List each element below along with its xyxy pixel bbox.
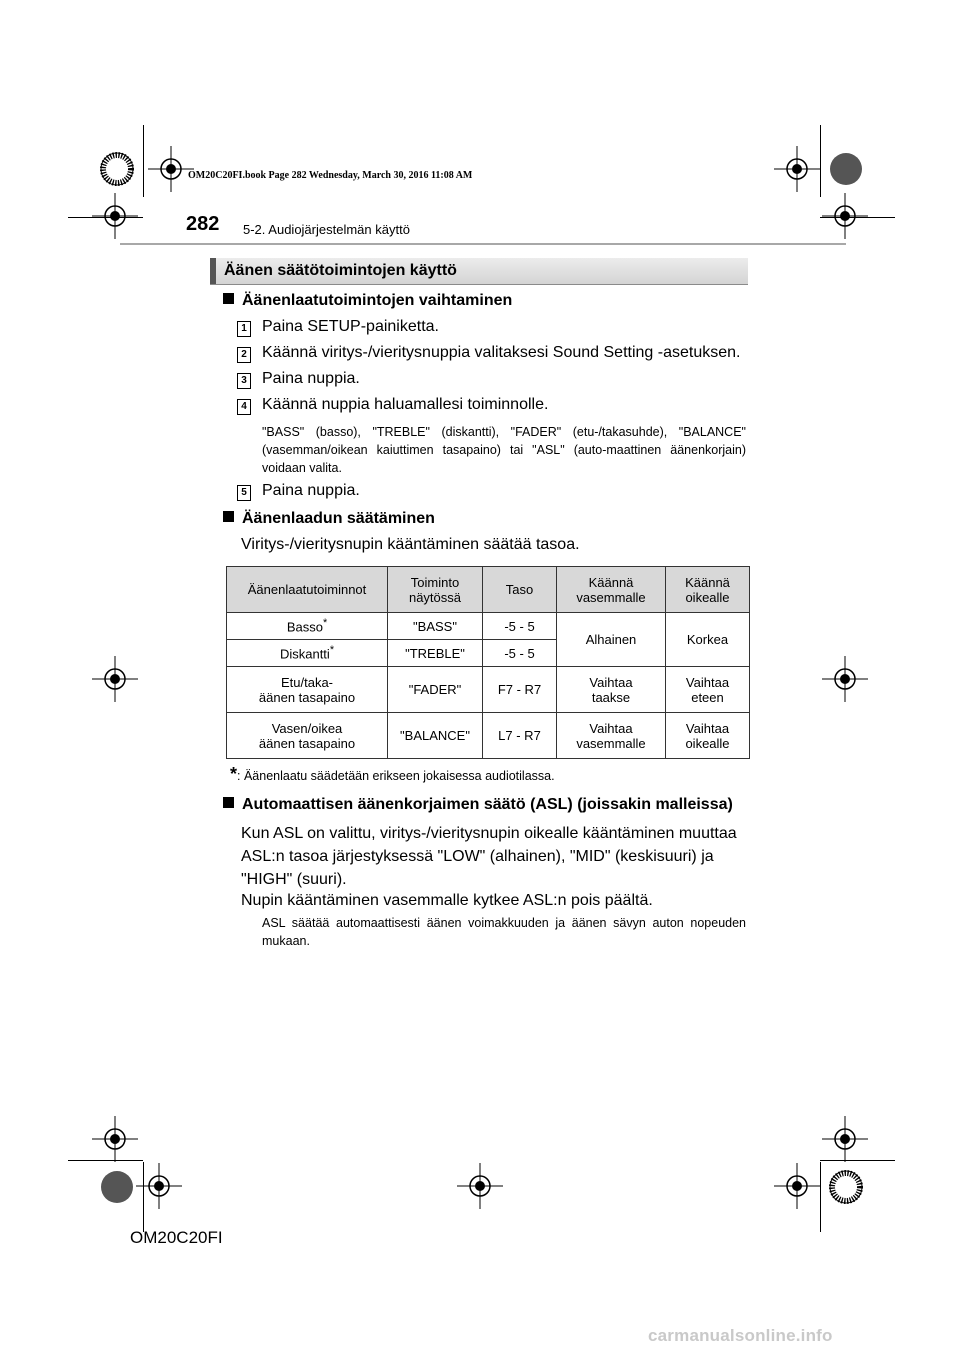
subsection-title-adjust: Äänenlaadun säätäminen	[223, 510, 435, 528]
table-header-cell: Käännä vasemmalle	[557, 567, 666, 613]
table-row	[227, 713, 750, 759]
header-divider	[120, 243, 846, 245]
table-header-cell: Toiminto näytössä	[388, 567, 483, 613]
bullet-square-icon	[223, 511, 234, 522]
starburst-mark-icon	[100, 152, 134, 186]
footnote-marker: *	[230, 764, 238, 784]
table-header-cell: Käännä oikealle	[666, 567, 750, 613]
table-cell: F7 - R7	[483, 667, 557, 713]
table-cell: Diskantti*	[227, 640, 388, 667]
table-cell: L7 - R7	[483, 713, 557, 759]
tone-settings-table	[226, 566, 750, 759]
subsection-title-tone-modes: Äänenlaatutoimintojen vaihtaminen	[223, 292, 512, 310]
step-text: Paina SETUP-painiketta.	[262, 318, 439, 335]
bullet-square-icon	[223, 797, 234, 808]
body-text: Viritys-/vieritysnupin kääntäminen säätää tasoa.	[241, 536, 580, 553]
registration-mark-icon	[92, 656, 138, 702]
table-cell: "BALANCE"	[388, 713, 483, 759]
registration-mark-icon	[822, 193, 868, 239]
table-cell: Korkea	[666, 613, 750, 667]
step-text: Käännä viritys-/vieritysnuppia valitaksesi Sound Setting -asetuksen.	[262, 344, 741, 361]
manual-code: OM20C20FI	[130, 1228, 223, 1247]
registration-mark-icon	[774, 146, 820, 192]
body-text: Kun ASL on valittu, viritys-/vieritysnupin oikealle kääntäminen muuttaa ASL:n tasoa järjestyksessä "LOW" (alhainen), "MID" (keskisuuri) ja "HIGH" (suuri).	[241, 825, 737, 888]
table-header-row	[227, 567, 750, 613]
registration-mark-icon	[774, 1163, 820, 1209]
step-number-badge: 2	[237, 347, 251, 363]
table-cell: Vaihtaa oikealle	[666, 713, 750, 759]
table-cell: Vasen/oikea äänen tasapaino	[227, 713, 388, 759]
table-cell: "TREBLE"	[388, 640, 483, 667]
table-row	[227, 667, 750, 713]
body-text: Nupin kääntäminen vasemmalle kytkee ASL:n pois päältä.	[241, 892, 653, 909]
step-number-badge: 3	[237, 373, 251, 389]
table-header-cell: Taso	[483, 567, 557, 613]
step-number-badge: 1	[237, 321, 251, 337]
table-cell: Alhainen	[557, 613, 666, 667]
registration-mark-icon	[148, 146, 194, 192]
step-text: Paina nuppia.	[262, 482, 360, 499]
section-title: Äänen säätötoimintojen käyttö	[224, 262, 457, 279]
chapter-title: 5-2. Audiojärjestelmän käyttö	[243, 222, 410, 237]
gray-circle-mark-icon	[829, 152, 863, 186]
footnote-marker: *	[322, 617, 328, 630]
table-row	[227, 613, 750, 640]
table-cell: "FADER"	[388, 667, 483, 713]
step-number-badge: 5	[237, 485, 251, 501]
gray-circle-mark-icon	[100, 1170, 134, 1204]
starburst-mark-icon	[829, 1170, 863, 1204]
registration-mark-icon	[92, 193, 138, 239]
book-info: OM20C20FI.book Page 282 Wednesday, March 30, 2016 11:08 AM	[188, 170, 473, 181]
section-header	[210, 258, 748, 285]
table-cell: Vaihtaa vasemmalle	[557, 713, 666, 759]
step-text: Käännä nuppia haluamallesi toiminnolle.	[262, 396, 549, 413]
step-note: "BASS" (basso), "TREBLE" (diskantti), "FADER" (etu-/takasuhde), "BALANCE" (vasemman/oikean kaiuttimen tasapaino) tai "ASL" (auto-maattinen äänenkorjain) voidaan valita.	[262, 425, 746, 475]
registration-mark-icon	[457, 1163, 503, 1209]
table-cell: Vaihtaa eteen	[666, 667, 750, 713]
registration-mark-icon	[822, 656, 868, 702]
page-number: 282	[186, 213, 220, 235]
step-text: Paina nuppia.	[262, 370, 360, 387]
table-header-cell: Äänenlaatutoiminnot	[227, 567, 388, 613]
registration-mark-icon	[92, 1116, 138, 1162]
table-footnote: *: Äänenlaatu säädetään erikseen jokaisessa audiotilassa.	[230, 764, 555, 784]
subsection-title-asl: Automaattisen äänenkorjaimen säätö (ASL) (joissakin malleissa)	[223, 796, 733, 814]
bullet-square-icon	[223, 293, 234, 304]
footnote-marker: *	[329, 644, 335, 657]
asl-note: ASL säätää automaattisesti äänen voimakkuuden ja äänen sävyn auton nopeuden mukaan.	[262, 916, 746, 948]
registration-mark-icon	[136, 1163, 182, 1209]
step-number-badge: 4	[237, 399, 251, 415]
table-cell: "BASS"	[388, 613, 483, 640]
table-cell: -5 - 5	[483, 640, 557, 667]
table-cell: Etu/taka- äänen tasapaino	[227, 667, 388, 713]
table-cell: Vaihtaa taakse	[557, 667, 666, 713]
registration-mark-icon	[822, 1116, 868, 1162]
table-cell: -5 - 5	[483, 613, 557, 640]
table-cell: Basso*	[227, 613, 388, 640]
section-accent	[210, 258, 216, 284]
watermark: carmanualsonline.info	[648, 1326, 833, 1345]
